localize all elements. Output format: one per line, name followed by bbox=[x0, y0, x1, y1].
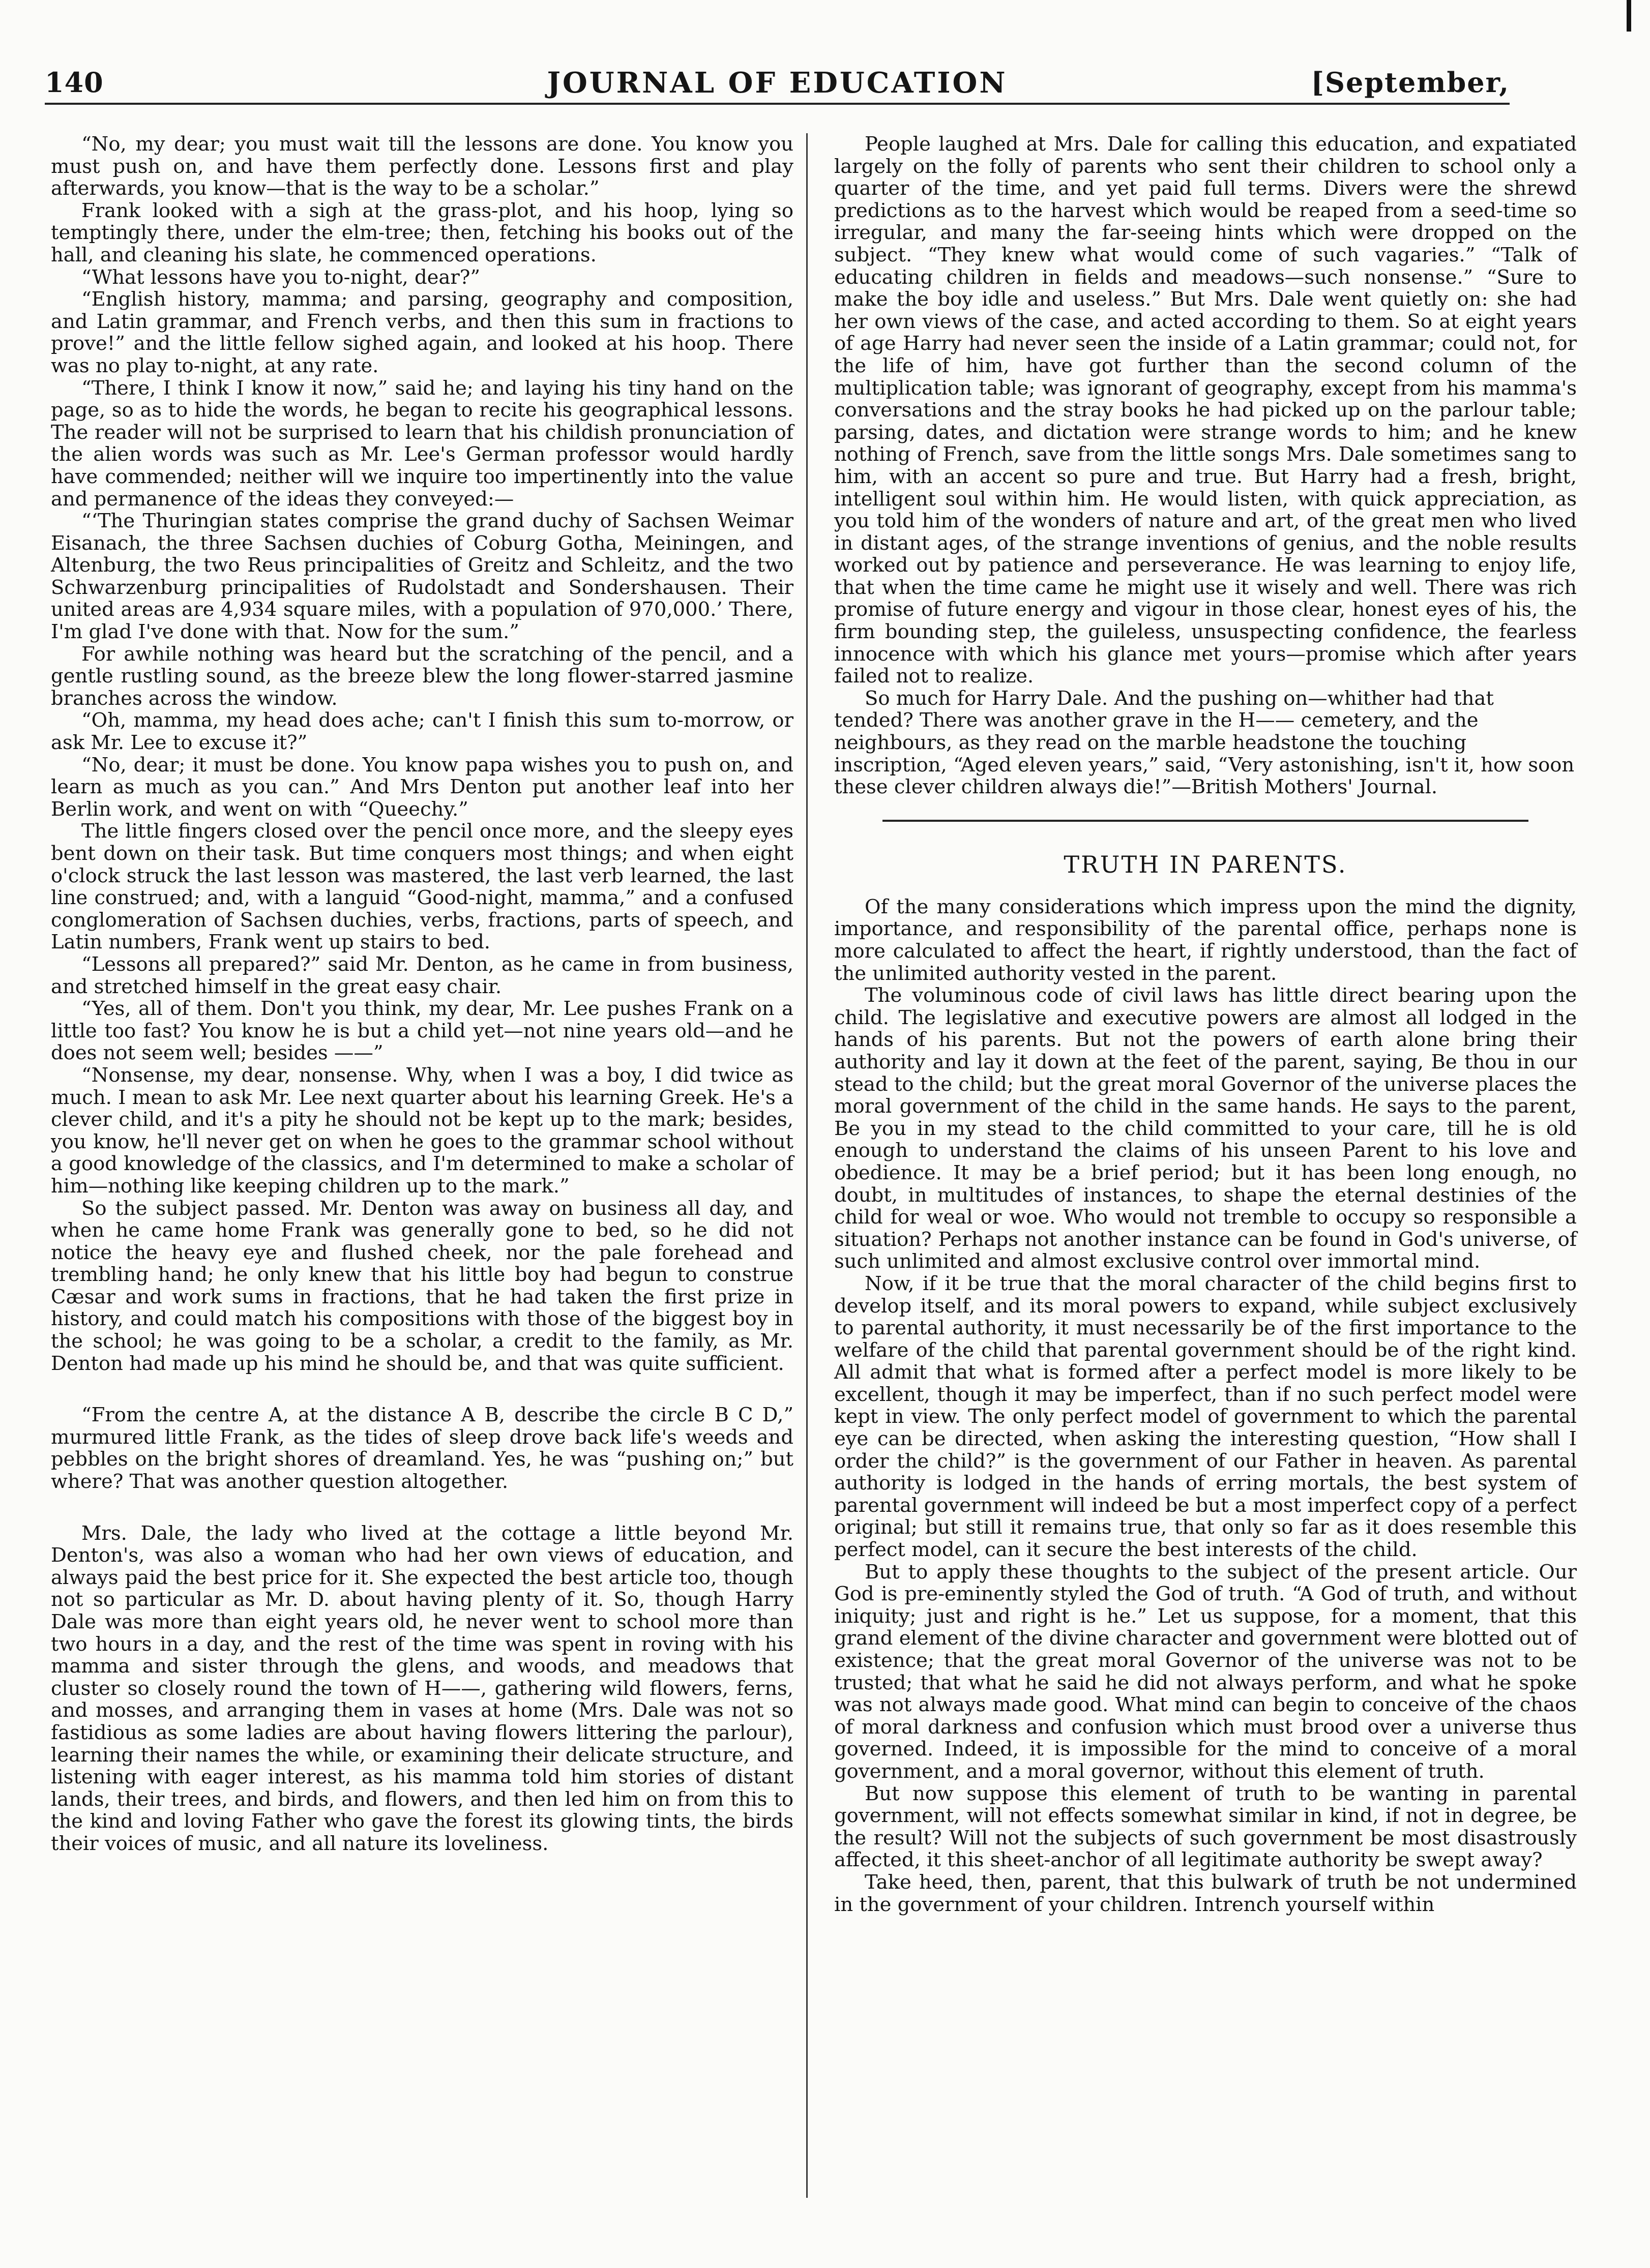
paragraph: “From the centre A, at the distance A B, describe the circle B C D,” murmured little Frank, as the tides of sleep drove back life's weeds and pebbles on the bright shores of dreamland. Yes, he was “pushing on;” but where? That was another question altogether. bbox=[51, 1404, 793, 1494]
paragraph: For awhile nothing was heard but the scratching of the pencil, and a gentle rustling sound, as the breeze blew the long flower-starred jasmine branches across the window. bbox=[51, 642, 793, 710]
paragraph: Now, if it be true that the moral character of the child begins first to develop itself, and its moral powers to expand, while subject exclusively to parental authority, it must necessarily be of the first importance to the welfare of the child that parental government should be of the right kind. All admit that what is formed after a perfect model is more likely to be excellent, though it may be imperfect, than if no such perfect model were kept in view. The only perfect model of government to which the parental eye can be directed, when asking the interesting question, “How shall I order the child?” is the government of our Father in heaven. As parental authority is lodged in the hands of erring mortals, the best system of parental government will indeed be but a most imperfect copy of a perfect original; but still it remains true, that only so far as it does resemble this perfect model, can it secure the best interests of the child. bbox=[834, 1272, 1577, 1562]
page-header bbox=[45, 60, 1510, 105]
paragraph: The voluminous code of civil laws has little direct bearing upon the child. The legislative and executive powers are almost all lodged in the hands of his parents. But not the powers of earth alone bring their authority and lay it down at the feet of the parent, saying, Be thou in our stead to the child; but the great moral Governor of the universe places the moral government of the child in the same hands. He says to the parent, Be you in my stead to the child committed to your care, till he is old enough to understand the claims of his unseen Parent to his love and obedience. It may be a brief period; but it has been long enough, no doubt, in multitudes of instances, to shape the eternal destinies of the child for weal or woe. Who would not tremble to occupy so responsible a situation? Perhaps not another instance can be found in God's universe, of such unlimited and almost exclusive control over immortal mind. bbox=[834, 984, 1577, 1273]
page-number: 140 bbox=[45, 66, 104, 99]
paragraph: “No, my dear; you must wait till the lessons are done. You know you must push on, and have them perfectly done. Lessons first and play afterwards, you know—that is the way to be a scholar.” bbox=[51, 133, 793, 200]
paragraph: But now suppose this element of truth to be wanting in parental government, will not effects somewhat similar in kind, if not in degree, be the result? Will not the subjects of such government be most disastrously affected, it this sheet-anchor of all legitimate authority be swept away? bbox=[834, 1782, 1577, 1872]
paragraph: “There, I think I know it now,” said he; and laying his tiny hand on the page, so as to hide the words, he began to recite his geographical lessons. The reader will not be surprised to learn that his childish pronunciation of the alien words was such as Mr. Lee's German professor would hardly have commended; neither will we inquire too impertinently into the value and permanence of the ideas they conveyed:— bbox=[51, 376, 793, 511]
section-title: TRUTH IN PARENTS. bbox=[1064, 850, 1347, 878]
paragraph: “Yes, all of them. Don't you think, my dear, Mr. Lee pushes Frank on a little too fast? You know he is but a child yet—not nine years old—and he does not seem well; besides ——” bbox=[51, 997, 793, 1065]
column-divider bbox=[806, 133, 808, 2198]
paragraph: “‘The Thuringian states comprise the grand duchy of Sachsen Weimar Eisanach, the three Sachsen duchies of Coburg Gotha, Meiningen, and Altenburg, the two Reus principalities of Greitz and Schleitz, and the two Schwarzenburg principalities of Rudolstadt and Sondershausen. Their united areas are 4,934 square miles, with a population of 970,000.’ There, I'm glad I've done with that. Now for the sum.” bbox=[51, 510, 793, 644]
paragraph: Of the many considerations which impress upon the mind the dignity, importance, and responsibility of the parental office, perhaps none is more calculated to affect the heart, if rightly understood, than the fact of the unlimited authority vested in the parent. bbox=[834, 895, 1577, 985]
right-column bbox=[834, 133, 1577, 1916]
paragraph: So the subject passed. Mr. Denton was away on business all day, and when he came home Frank was generally gone to bed, so he did not notice the heavy eye and flushed cheek, nor the pale forehead and trembling hand; he only knew that his little boy had begun to construe Cæsar and work sums in fractions, that he had taken the first prize in history, and could match his compositions with those of the biggest boy in the school; he was going to be a scholar, a credit to the family, as Mr. Denton had made up his mind he should be, and that was quite sufficient. bbox=[51, 1197, 793, 1375]
paragraph: Mrs. Dale, the lady who lived at the cottage a little beyond Mr. Denton's, was also a woman who had her own views of education, and always paid the best price for it. She expected the best article too, though not so particular as Mr. D. about having plenty of it. So, though Harry Dale was more than eight years old, he never went to school more than two hours in a day, and the rest of the time was spent in roving with his mamma and sister through the glens, and woods, and meadows that cluster so closely round the town of H——, gathering wild flowers, ferns, and mosses, and arranging them in vases at home (Mrs. Dale was not so fastidious as some ladies are about having flowers littering the parlour), learning their names the while, or examining their delicate structure, and listening with eager interest, as his mamma told him stories of distant lands, their trees, and birds, and flowers, and then led him on from this to the kind and loving Father who gave the forest its glowing tints, the birds their voices of music, and all nature its loveliness. bbox=[51, 1521, 793, 1855]
section-separator bbox=[882, 820, 1528, 822]
paragraph: Take heed, then, parent, that this bulwark of truth be not undermined in the government of your children. Intrench yourself within bbox=[834, 1870, 1577, 1916]
margin-mark bbox=[1627, 0, 1631, 32]
paragraph: “Nonsense, my dear, nonsense. Why, when I was a boy, I did twice as much. I mean to ask Mr. Lee next quarter about his learning Greek. He's a clever child, and it's a pity he should not be kept up to the mark; besides, you know, he'll never get on when he goes to the grammar school without a good knowledge of the classics, and I'm determined to make a scholar of him—nothing like keeping children up to the mark.” bbox=[51, 1063, 793, 1198]
paragraph: Frank looked with a sigh at the grass-plot, and his hoop, lying so temptingly there, under the elm-tree; then, fetching his books out of the hall, and cleaning his slate, he commenced operations. bbox=[51, 199, 793, 266]
paragraph: “Lessons all prepared?” said Mr. Denton, as he came in from business, and stretched himself in the great easy chair. bbox=[51, 952, 793, 998]
paragraph: The little fingers closed over the pencil once more, and the sleepy eyes bent down on their task. But time conquers most things; and when eight o'clock struck the last lesson was mastered, the last verb learned, the last line construed; and, with a languid “Good-night, mamma,” and a confused conglomeration of Sachsen duchies, verbs, fractions, parts of speech, and Latin numbers, Frank went up stairs to bed. bbox=[51, 820, 793, 954]
journal-title: JOURNAL OF EDUCATION bbox=[547, 66, 1008, 100]
paragraph: But to apply these thoughts to the subject of the present article. Our God is pre-eminently styled the God of truth. “A God of truth, and without iniquity; just and right is he.” Let us suppose, for a moment, that this grand element of the divine character and government were blotted out of existence; that the great moral Governor of the universe was not to be trusted; that what he said he did not always perform, and what he spoke was not always made good. What mind can begin to conceive of the chaos of moral darkness and confusion which must brood over a universe thus governed. Indeed, it is impossible for the mind to conceive of a moral government, and a moral governor, without this element of truth. bbox=[834, 1560, 1577, 1783]
paragraph: “What lessons have you to-night, dear?” bbox=[81, 265, 481, 289]
paragraph: “Oh, mamma, my head does ache; can't I finish this sum to-morrow, or ask Mr. Lee to excuse it?” bbox=[51, 709, 793, 755]
paragraph: “English history, mamma; and parsing, geography and composition, and Latin grammar, and French verbs, and then this sum in fractions to prove!” and the little fellow sighed again, and looked at his hoop. There was no play to-night, at any rate. bbox=[51, 288, 793, 377]
paragraph: “No, dear; it must be done. You know papa wishes you to push on, and learn as much as you can.” And Mrs Denton put another leaf into her Berlin work, and went on with “Queechy.” bbox=[51, 753, 793, 821]
paragraph: People laughed at Mrs. Dale for calling this education, and expatiated largely on the folly of parents who sent their children to school only a quarter of the time, and yet paid full terms. Divers were the shrewd predictions as to the harvest which would be reaped from a seed-time so irregular, and many the far-seeing hints which were dropped on the subject. “They knew what would come of such vagaries.” “Talk of educating children in fields and meadows—such nonsense.” “Sure to make the boy idle and useless.” But Mrs. Dale went quietly on: she had her own views of the case, and acted according to them. So at eight years of age Harry had never seen the inside of a Latin grammar; could not, for the life of him, have got further than the second column of the multiplication table; was ignorant of geography, except from his mamma's conversations and the stray books he had picked up on the parlour table; parsing, dates, and dictation were strange words to him; and he knew nothing of French, save from the little songs Mrs. Dale sometimes sang to him, with an accent so pure and true. But Harry had a fresh, bright, intelligent soul within him. He would listen, with quick appreciation, as you told him of the wonders of nature and art, of the great men who lived in distant ages, of the strange inventions of genius, and the noble results worked out by patience and perseverance. He was learning to enjoy life, that when the time came he might use it wisely and well. There was rich promise of future energy and vigour in those clear, honest eyes of his, the firm bounding step, the guileless, unsuspecting confidence, the fearless innocence with which his glance met yours—promise which after years failed not to realize. bbox=[834, 133, 1577, 688]
left-column bbox=[51, 133, 793, 1855]
issue-month: [September, bbox=[1311, 66, 1510, 99]
paragraph: So much for Harry Dale. And the pushing on—whither had that tended? There was another grave in the H—— cemetery, and the neighbours, as they read on the marble headstone the touching inscription, “Aged eleven years,” said, “Very astonishing, isn't it, how soon these clever children always die!”—British Mothers' Journal. bbox=[834, 687, 1575, 799]
